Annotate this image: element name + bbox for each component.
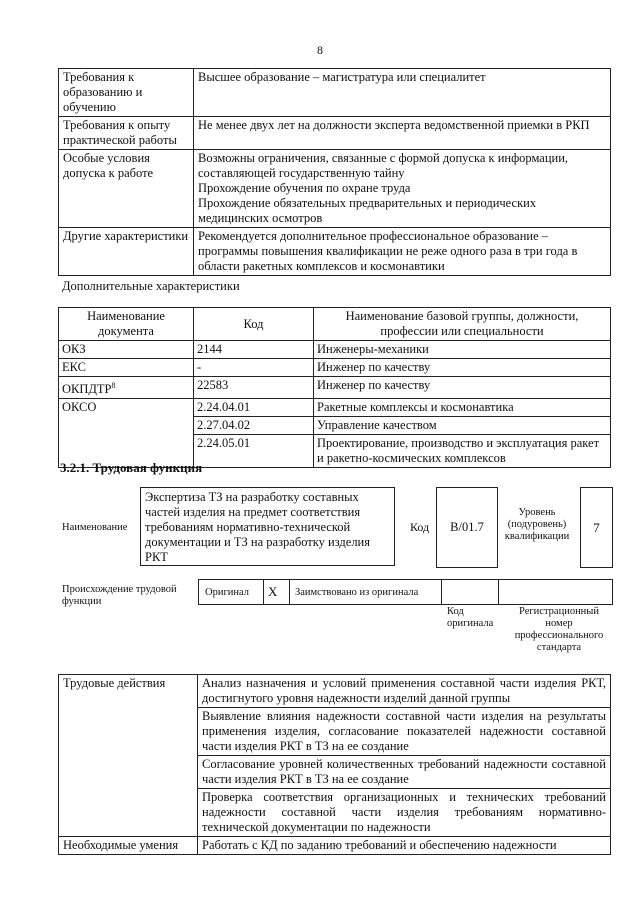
footnote-mark: 8 xyxy=(111,381,116,390)
name-cell: Проектирование, производство и эксплуатация ракет и ракетно-космических комплексов xyxy=(314,435,611,468)
header-name: Наименование базовой группы, должности, профессии или специальности xyxy=(314,308,611,341)
borrowed-label: Заимствовано из оригинала xyxy=(295,587,419,598)
qualification-level-label: Уровень (подуровень) квалификации xyxy=(504,507,570,542)
divider xyxy=(441,579,442,604)
requirements-table xyxy=(58,68,611,276)
divider xyxy=(498,579,499,604)
table-row xyxy=(59,377,611,399)
actions-label: Трудовые действия xyxy=(59,675,198,837)
origin-label: Происхождение трудовой функции xyxy=(62,584,177,607)
table-row xyxy=(59,69,611,117)
action-item: Проверка соответствия организационных и технических требований надежности составной части изделия требованиям нормативно-технической документации по надежности xyxy=(198,789,611,837)
code-cell: 22583 xyxy=(194,377,314,399)
additional-table xyxy=(58,307,611,468)
header-document: Наименование документа xyxy=(59,308,194,341)
code-cell: 2144 xyxy=(194,341,314,359)
doc-cell: ОКСО xyxy=(59,399,194,468)
table-row xyxy=(59,117,611,150)
table-row xyxy=(59,150,611,228)
name-cell: Инженер по качеству xyxy=(314,359,611,377)
name-cell: Инженеры-механики xyxy=(314,341,611,359)
action-item: Согласование уровней количественных требований надежности составной части изделия РКТ в ТЗ на ее создание xyxy=(198,756,611,789)
header-code: Код xyxy=(194,308,314,341)
original-mark: X xyxy=(268,584,278,599)
function-name: Экспертиза ТЗ на разработку составных частей изделия на предмет соответствия требованиям нормативно-технической документации и ТЗ на разработку изделия РКТ xyxy=(140,487,395,566)
divider xyxy=(263,579,264,604)
doc-cell: ЕКС xyxy=(59,359,194,377)
requirement-label: Требования к образованию и обучению xyxy=(59,69,194,117)
code-cell: 2.24.05.01 xyxy=(194,435,314,468)
name-cell: Инженер по качеству xyxy=(314,377,611,399)
requirement-value: Рекомендуется дополнительное профессиональное образование – программы повышения квалификации не реже одного раза в три года в области ракетных комплексов и космонавтики xyxy=(194,228,611,276)
table-row xyxy=(59,675,611,708)
function-code-label: Код xyxy=(410,520,430,534)
code-cell: 2.24.04.01 xyxy=(194,399,314,417)
section-title: 3.2.1. Трудовая функция xyxy=(60,460,203,475)
requirement-value: Не менее двух лет на должности эксперта ведомственной приемки в РКП xyxy=(194,117,611,150)
skills-label: Необходимые умения xyxy=(59,837,198,855)
reg-number-label: Регистрационный номер профессионального стандарта xyxy=(514,606,604,653)
code-cell: - xyxy=(194,359,314,377)
doc-cell: ОКПДТР$^8$ xyxy=(59,377,194,399)
table-row xyxy=(59,228,611,276)
original-label: Оригинал xyxy=(205,587,249,598)
name-cell: Ракетные комплексы и космонавтика xyxy=(314,399,611,417)
page-number: 8 xyxy=(317,43,323,57)
skill-item: Работать с КД по заданию требований и обеспечению надежности xyxy=(198,837,611,855)
divider xyxy=(289,579,290,604)
additional-title: Дополнительные характеристики xyxy=(62,279,240,293)
table-row xyxy=(59,359,611,377)
action-item: Анализ назначения и условий применения составной части изделия РКТ, достигнутого уровня надежности изделий данной группы xyxy=(198,675,611,708)
function-name-label: Наименование xyxy=(62,522,128,533)
table-row xyxy=(59,837,611,855)
doc-cell: ОКЗ xyxy=(59,341,194,359)
requirement-label: Другие характеристики xyxy=(59,228,194,276)
qualification-level: 7 xyxy=(580,487,613,568)
code-cell: 2.27.04.02 xyxy=(194,417,314,435)
code-original-label: Код оригинала xyxy=(447,606,494,629)
action-item: Выявление влияния надежности составной части изделия на результаты применения изделия, согласование показателей надежности составной части изделия РКТ в ТЗ на ее создание xyxy=(198,708,611,756)
table-row xyxy=(59,341,611,359)
name-cell: Управление качеством xyxy=(314,417,611,435)
function-code: B/01.7 xyxy=(436,487,498,568)
table-row xyxy=(59,399,611,417)
requirement-label: Особые условия допуска к работе xyxy=(59,150,194,228)
actions-table xyxy=(58,674,611,855)
requirement-label: Требования к опыту практической работы xyxy=(59,117,194,150)
table-header-row xyxy=(59,308,611,341)
requirement-value: Возможны ограничения, связанные с формой допуска к информации, составляющей государственную тайну Прохождение обучения по охране труда Прохождение обязательных предварительных и периодических медицинских осмотров xyxy=(194,150,611,228)
requirement-value: Высшее образование – магистратура или специалитет xyxy=(194,69,611,117)
